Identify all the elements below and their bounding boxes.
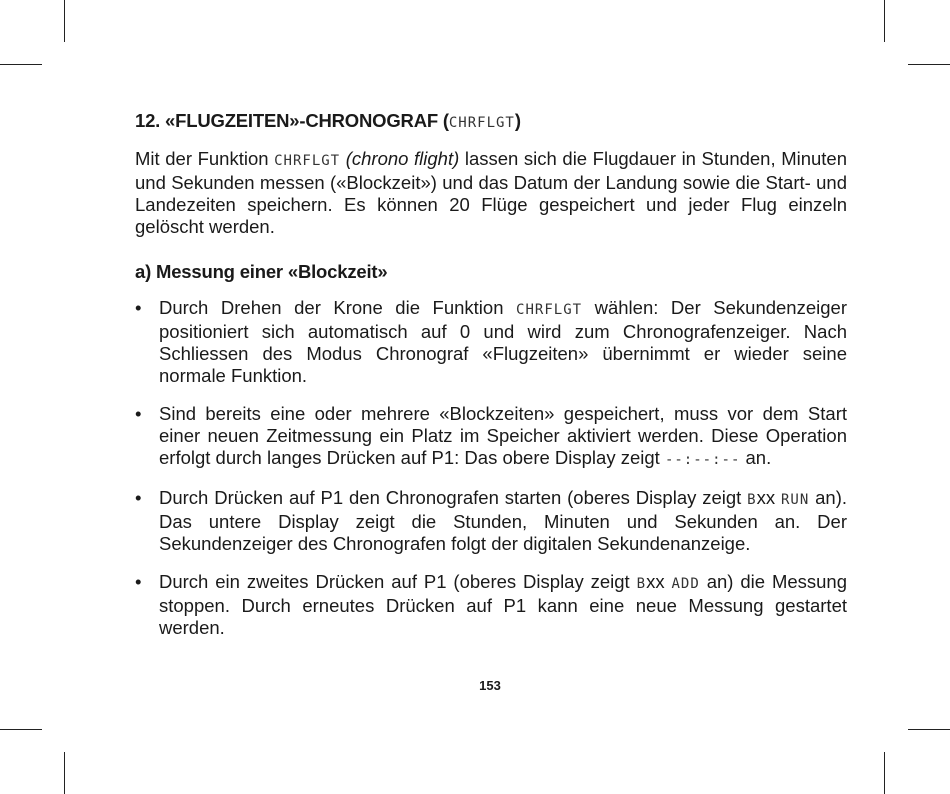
crop-mark-top-left-vertical xyxy=(64,0,65,42)
list-item xyxy=(135,571,847,639)
bullet-dot: • xyxy=(135,297,142,318)
intro-italic-term: (chrono flight) xyxy=(345,148,460,169)
bullet-text: xx xyxy=(756,487,781,508)
crop-mark-bottom-right-horizontal xyxy=(908,729,950,730)
crop-mark-top-left-horizontal xyxy=(0,64,42,65)
lcd-dashes-label: --:--:-- xyxy=(664,452,741,468)
bullet-dot: • xyxy=(135,571,142,592)
subsection-heading: a) Messung einer «Blockzeit» xyxy=(135,261,388,282)
bullet-text: Durch ein zweites Drücken auf P1 (oberes Display zeigt xyxy=(159,571,637,592)
section-title-prefix: 12. «FLUGZEITEN»-CHRONOGRAF ( xyxy=(135,110,449,131)
lcd-b-label: B xyxy=(636,576,647,592)
lcd-chrflgt-label: CHRFLGT xyxy=(274,153,341,169)
bullet-text: xx xyxy=(646,571,672,592)
page-number: 153 xyxy=(479,678,501,693)
lcd-chrflgt-label: CHRFLGT xyxy=(448,115,515,131)
list-item xyxy=(135,297,847,387)
intro-text-2: lassen sich die Flugdauer in Stunden, Minuten und Sekunden messen («Blockzeit») und das Datum der Landung sowie die Start- und Landezeiten speichern. Es können 20 Flüge gespeichert und jeder Flug einzeln gelöscht werden. xyxy=(135,148,848,237)
bullet-dot: • xyxy=(135,487,142,508)
bullet-text: wählen: Der Sekundenzeiger positioniert sich automatisch auf 0 und wird zum Chronografenzeiger. Nach Schliessen des Modus Chronograf «Flugzeiten» übernimmt er wieder seine normale Funktion. xyxy=(159,297,847,386)
bullet-text: an). Das untere Display zeigt die Stunden, Minuten und Sekunden an. Der Sekundenzeiger des Chronografen folgt der digitalen Sekundenanzeige. xyxy=(159,487,847,554)
lcd-run-label: RUN xyxy=(780,492,810,508)
section-title-suffix: ) xyxy=(514,110,521,131)
bullet-text: Durch Drücken auf P1 den Chronografen starten (oberes Display zeigt xyxy=(159,487,748,508)
section-title xyxy=(135,108,847,136)
crop-mark-bottom-left-horizontal xyxy=(0,729,42,730)
lcd-chrflgt-label: CHRFLGT xyxy=(516,302,583,318)
bullet-text: Durch Drehen der Krone die Funktion xyxy=(159,297,517,318)
bullet-text: an) die Messung stoppen. Durch erneutes Drücken auf P1 kann eine neue Messung gestartet werden. xyxy=(159,571,848,638)
instruction-list xyxy=(135,297,847,639)
intro-paragraph xyxy=(135,148,847,238)
list-item xyxy=(135,403,847,471)
lcd-b-label: B xyxy=(747,492,757,508)
crop-mark-top-right-vertical xyxy=(884,0,885,42)
crop-mark-top-right-horizontal xyxy=(908,64,950,65)
crop-mark-bottom-right-vertical xyxy=(884,752,885,794)
crop-mark-bottom-left-vertical xyxy=(64,752,65,794)
bullet-text: Sind bereits eine oder mehrere «Blockzeiten» gespeichert, muss vor dem Start einer neuen Zeitmessung ein Platz im Speicher aktiviert werden. Diese Operation erfolgt durch langes Drücken auf P1: Das obere Display zeigt xyxy=(159,403,847,468)
bullet-dot: • xyxy=(135,403,142,424)
list-item xyxy=(135,487,847,555)
lcd-add-label: ADD xyxy=(671,576,700,592)
document-page xyxy=(135,108,847,655)
bullet-text: an. xyxy=(740,447,772,468)
intro-text-1: Mit der Funktion xyxy=(135,148,275,169)
